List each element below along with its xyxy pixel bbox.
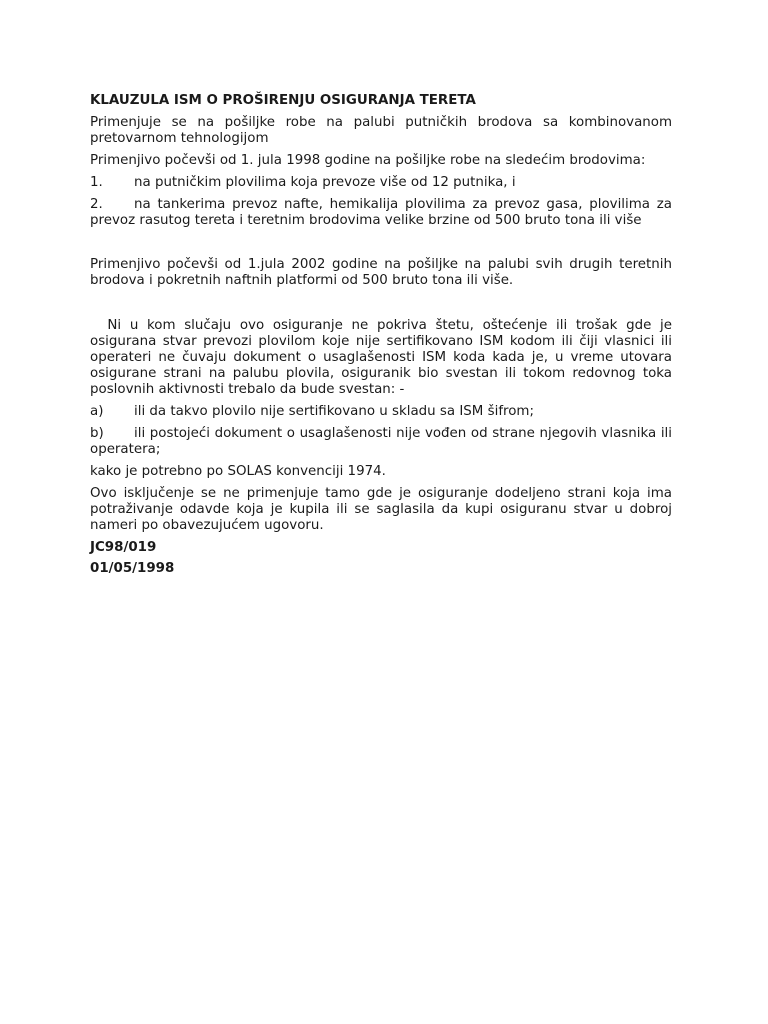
list-item-2 — [90, 197, 672, 229]
paragraph-solas: kako je potrebno po SOLAS konvenciji 1974. — [90, 464, 386, 479]
list-item-number: 2. — [90, 197, 103, 212]
list-item-number: b) — [90, 426, 104, 441]
document-title: KLAUZULA ISM O PROŠIRENJU OSIGURANJA TERETA — [90, 93, 476, 108]
list-item-text: na tankerima prevoz nafte, hemikalija plovilima za prevoz gasa, plovilima za prevoz rasutog tereta i teretnim brodovima velike brzine od 500 bruto tona ili više — [90, 197, 672, 228]
paragraph-applicable-2002: Primenjivo počevši od 1.jula 2002 godine na pošiljke na palubi svih drugih teretnih brodova i pokretnih naftnih platformi od 500 bruto tona ili više. — [90, 257, 672, 288]
list-item-text: ili postojeći dokument o usaglašenosti nije vođen od strane njegovih vlasnika ili operatera; — [90, 426, 672, 457]
list-item-number: a) — [90, 404, 104, 419]
list-item-number: 1. — [90, 175, 103, 190]
paragraph-exception: Ovo isključenje se ne primenjuje tamo gde je osiguranje dodeljeno strani koja ima potraživanje odavde koja je kupila ili se saglasila da kupi osiguranu stvar u dobroj nameri po obavezujućem ugovoru. — [90, 486, 672, 533]
list-item-b — [90, 426, 672, 458]
reference-code: JC98/019 — [90, 540, 157, 555]
paragraph-scope: Primenjuje se na pošiljke robe na palubi putničkih brodova sa kombinovanom pretovarnom tehnologijom — [90, 115, 672, 146]
list-item-a — [90, 404, 672, 420]
document-page — [90, 93, 677, 582]
paragraph-applicable-1998: Primenjivo počevši od 1. jula 1998 godine na pošiljke robe na sledećim brodovima: — [90, 153, 646, 168]
paragraph-exclusion: Ni u kom slučaju ovo osiguranje ne pokriva štetu, oštećenje ili trošak gde je osigurana stvar prevozi plovilom koje nije sertifikovano ISM kodom ili čiji vlasnici ili operateri ne čuvaju dokument o usaglašenosti ISM koda kada je, u vreme utovara osigurane strani na palubu plovila, osiguranik bio svestan ili tokom redovnog toka poslovnih aktivnosti trebalo da bude svestan: - — [90, 318, 677, 397]
reference-date: 01/05/1998 — [90, 561, 175, 576]
list-item-text: ili da takvo plovilo nije sertifikovano u skladu sa ISM šifrom; — [134, 404, 534, 419]
list-item-1 — [90, 175, 672, 191]
list-item-text: na putničkim plovilima koja prevoze više od 12 putnika, i — [134, 175, 516, 190]
